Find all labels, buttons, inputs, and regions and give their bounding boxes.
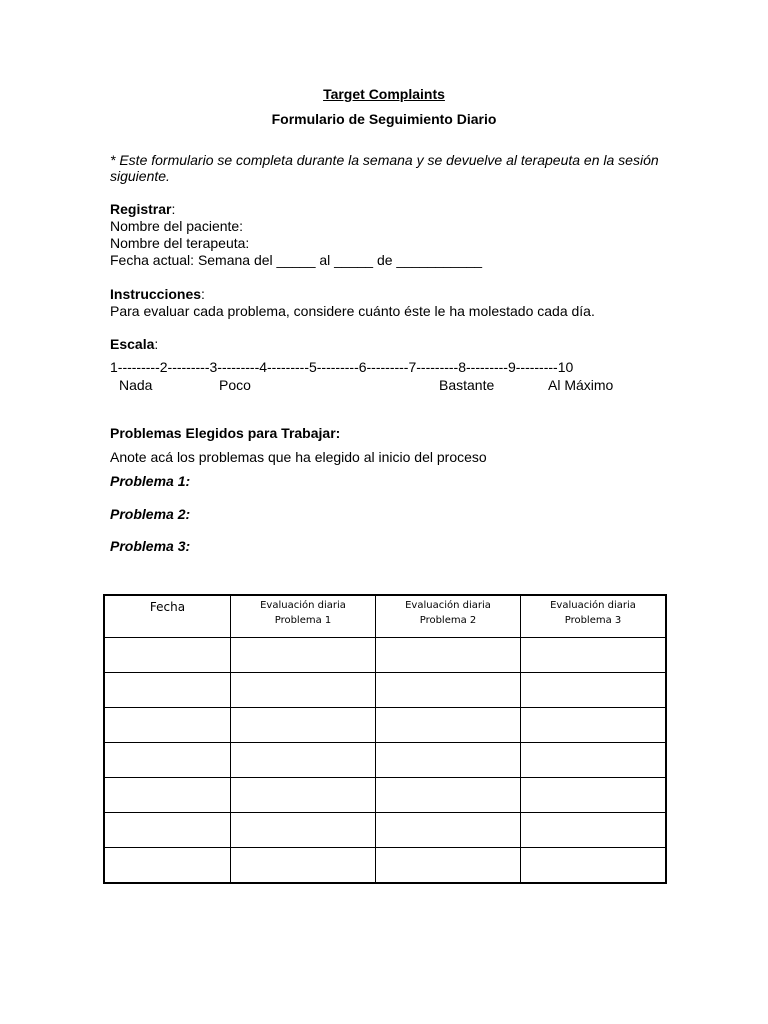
cell-problema-2[interactable] xyxy=(376,708,521,743)
table-row xyxy=(104,813,666,848)
cell-problema-1[interactable] xyxy=(231,743,376,778)
cell-problema-3[interactable] xyxy=(521,778,667,813)
column-header-problema-3 xyxy=(521,595,667,638)
scale-label-bastante: Bastante xyxy=(439,377,495,393)
problems-intro: Anote acá los problemas que ha elegido al inicio del proceso xyxy=(110,449,487,465)
cell-problema-1[interactable] xyxy=(231,778,376,813)
cell-problema-3[interactable] xyxy=(521,673,667,708)
table-row xyxy=(104,778,666,813)
escala-section xyxy=(110,336,158,353)
cell-fecha[interactable] xyxy=(104,813,231,848)
escala-heading: Escala xyxy=(110,336,155,352)
problem-2-label: Problema 2: xyxy=(110,506,191,522)
current-date-field: Fecha actual: Semana del _____ al _____ de ___________ xyxy=(110,252,483,268)
column-header-line2: Problema 2 xyxy=(419,615,477,626)
table-row xyxy=(104,708,666,743)
cell-fecha[interactable] xyxy=(104,638,231,673)
cell-fecha[interactable] xyxy=(104,743,231,778)
scale-label-poco: Poco xyxy=(219,377,251,393)
registrar-colon: : xyxy=(171,201,176,217)
cell-problema-3[interactable] xyxy=(521,848,667,884)
rating-scale-labels xyxy=(0,377,768,395)
therapist-name-field: Nombre del terapeuta: xyxy=(110,235,250,251)
rating-scale: 1---------2---------3---------4---------5---------6---------7---------8---------9---------10 xyxy=(110,359,574,375)
problems-heading: Problemas Elegidos para Trabajar: xyxy=(110,425,341,441)
cell-problema-2[interactable] xyxy=(376,638,521,673)
cell-problema-1[interactable] xyxy=(231,708,376,743)
table-row xyxy=(104,638,666,673)
registrar-heading: Registrar xyxy=(110,201,172,217)
patient-name-field: Nombre del paciente: xyxy=(110,218,244,234)
cell-problema-3[interactable] xyxy=(521,708,667,743)
instrucciones-colon: : xyxy=(201,286,205,302)
table-body xyxy=(104,638,666,884)
instrucciones-section xyxy=(110,286,595,320)
column-header-problema-1 xyxy=(231,595,376,638)
cell-fecha[interactable] xyxy=(104,848,231,884)
cell-problema-3[interactable] xyxy=(521,743,667,778)
cell-problema-1[interactable] xyxy=(231,813,376,848)
column-header-line1: Evaluación diaria xyxy=(550,600,636,611)
problem-1-label: Problema 1: xyxy=(110,473,191,489)
daily-evaluation-table xyxy=(103,594,667,884)
document-subtitle: Formulario de Seguimiento Diario xyxy=(271,111,497,127)
cell-fecha[interactable] xyxy=(104,778,231,813)
cell-fecha[interactable] xyxy=(104,708,231,743)
cell-problema-2[interactable] xyxy=(376,743,521,778)
cell-problema-3[interactable] xyxy=(521,813,667,848)
cell-problema-2[interactable] xyxy=(376,813,521,848)
problem-3-label: Problema 3: xyxy=(110,538,191,554)
column-header-line1: Evaluación diaria xyxy=(260,600,346,611)
cell-fecha[interactable] xyxy=(104,673,231,708)
instrucciones-text: Para evaluar cada problema, considere cuánto éste le ha molestado cada día. xyxy=(110,303,595,319)
scale-label-al-maximo: Al Máximo xyxy=(548,377,614,393)
cell-problema-2[interactable] xyxy=(376,673,521,708)
cell-problema-2[interactable] xyxy=(376,848,521,884)
table-header-row xyxy=(104,595,666,638)
table-row xyxy=(104,848,666,884)
document-title: Target Complaints xyxy=(323,86,445,102)
registrar-section xyxy=(110,201,482,269)
column-header-problema-2 xyxy=(376,595,521,638)
column-header-line1: Evaluación diaria xyxy=(405,600,491,611)
table-row xyxy=(104,743,666,778)
cell-problema-3[interactable] xyxy=(521,638,667,673)
instrucciones-heading: Instrucciones xyxy=(110,286,202,302)
table-row xyxy=(104,673,666,708)
cell-problema-1[interactable] xyxy=(231,638,376,673)
cell-problema-2[interactable] xyxy=(376,778,521,813)
column-header-fecha xyxy=(104,595,231,638)
column-header-line2: Problema 3 xyxy=(564,615,622,626)
column-header-line1: Fecha xyxy=(149,600,186,614)
column-header-line2: Problema 1 xyxy=(274,615,332,626)
instructions-note: * Este formulario se completa durante la semana y se devuelve al terapeuta en la sesión siguiente. xyxy=(110,152,659,184)
escala-colon: : xyxy=(154,336,159,352)
cell-problema-1[interactable] xyxy=(231,848,376,884)
cell-problema-1[interactable] xyxy=(231,673,376,708)
scale-label-nada: Nada xyxy=(119,377,153,393)
